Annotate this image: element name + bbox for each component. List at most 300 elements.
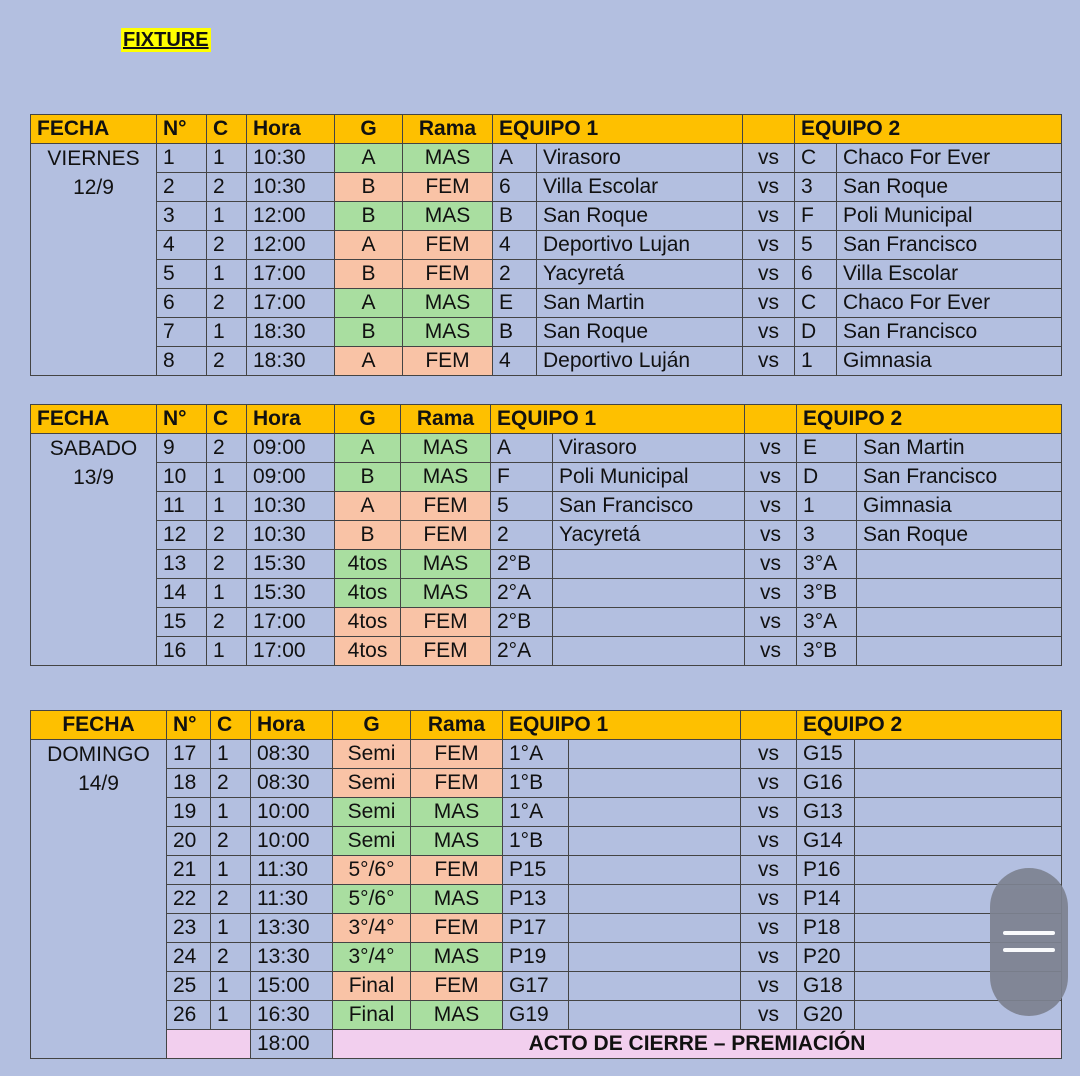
team2-code: 1	[797, 492, 857, 521]
court-number: 2	[207, 434, 247, 463]
team1-code: 2	[491, 521, 553, 550]
team1-code: F	[491, 463, 553, 492]
match-number: 16	[157, 637, 207, 666]
header-vs-blank	[745, 405, 797, 434]
team1-code: E	[493, 289, 537, 318]
match-row	[31, 318, 1062, 347]
team2-code: P20	[797, 943, 855, 972]
match-group: B	[335, 463, 401, 492]
header-hora: Hora	[247, 405, 335, 434]
match-time: 18:30	[247, 347, 335, 376]
match-group: 4tos	[335, 608, 401, 637]
vs-label: vs	[743, 144, 795, 173]
match-time: 12:00	[247, 231, 335, 260]
match-group: 4tos	[335, 637, 401, 666]
court-number: 2	[207, 550, 247, 579]
match-row	[31, 943, 1062, 972]
team2-code: 6	[795, 260, 837, 289]
match-branch: MAS	[411, 798, 503, 827]
header-fecha: FECHA	[31, 711, 167, 740]
header-num: N°	[157, 115, 207, 144]
vs-label: vs	[741, 914, 797, 943]
fecha-date: 12/9	[73, 176, 114, 199]
team2-code: G13	[797, 798, 855, 827]
team2-code: G15	[797, 740, 855, 769]
vs-label: vs	[741, 972, 797, 1001]
vs-label: vs	[745, 637, 797, 666]
header-equipo2: EQUIPO 2	[797, 711, 1062, 740]
vs-label: vs	[741, 769, 797, 798]
match-number: 2	[157, 173, 207, 202]
match-branch: FEM	[411, 914, 503, 943]
match-branch: MAS	[411, 885, 503, 914]
team2-code: F	[795, 202, 837, 231]
match-group: A	[335, 144, 403, 173]
team2-name	[855, 827, 1062, 856]
header-c: C	[211, 711, 251, 740]
team1-name: Villa Escolar	[537, 173, 743, 202]
match-row	[31, 740, 1062, 769]
match-row	[31, 769, 1062, 798]
match-row	[31, 637, 1062, 666]
match-branch: FEM	[403, 173, 493, 202]
court-number: 1	[207, 492, 247, 521]
match-branch: MAS	[401, 434, 491, 463]
match-time: 16:30	[251, 1001, 333, 1030]
vs-label: vs	[741, 798, 797, 827]
match-group: Final	[333, 972, 411, 1001]
match-time: 15:00	[251, 972, 333, 1001]
fecha-date: 13/9	[73, 466, 114, 489]
fixture-table-sabado	[30, 404, 1062, 666]
court-number: 2	[207, 289, 247, 318]
court-number: 1	[211, 856, 251, 885]
match-time: 15:30	[247, 579, 335, 608]
match-row	[31, 608, 1062, 637]
team2-code: P16	[797, 856, 855, 885]
team2-name: Chaco For Ever	[837, 289, 1062, 318]
team2-name: Gimnasia	[837, 347, 1062, 376]
team1-name	[569, 740, 741, 769]
match-branch: MAS	[403, 202, 493, 231]
match-time: 10:30	[247, 144, 335, 173]
closing-row	[31, 1030, 1062, 1059]
team1-code: A	[493, 144, 537, 173]
fecha-day: DOMINGO	[47, 743, 150, 766]
court-number: 2	[211, 769, 251, 798]
team2-name: Gimnasia	[857, 492, 1062, 521]
team2-code: G14	[797, 827, 855, 856]
header-rama: Rama	[401, 405, 491, 434]
team2-name: San Roque	[837, 173, 1062, 202]
header-row	[31, 115, 1062, 144]
match-number: 20	[167, 827, 211, 856]
court-number: 1	[207, 202, 247, 231]
fecha-cell	[31, 740, 167, 1059]
match-time: 09:00	[247, 434, 335, 463]
match-branch: FEM	[411, 856, 503, 885]
team1-name: Poli Municipal	[553, 463, 745, 492]
header-row	[31, 405, 1062, 434]
team1-code: 1°A	[503, 798, 569, 827]
match-time: 17:00	[247, 260, 335, 289]
team1-name	[569, 798, 741, 827]
match-number: 6	[157, 289, 207, 318]
match-time: 15:30	[247, 550, 335, 579]
header-rama: Rama	[411, 711, 503, 740]
match-row	[31, 856, 1062, 885]
court-number: 1	[207, 637, 247, 666]
team2-code: P18	[797, 914, 855, 943]
vs-label: vs	[745, 608, 797, 637]
vs-label: vs	[741, 740, 797, 769]
match-group: 4tos	[335, 579, 401, 608]
court-number: 2	[207, 521, 247, 550]
fixture-table-domingo	[30, 710, 1062, 1059]
match-group: 3°/4°	[333, 943, 411, 972]
closing-time: 18:00	[251, 1030, 333, 1059]
team1-name	[553, 550, 745, 579]
match-group: B	[335, 521, 401, 550]
match-branch: FEM	[411, 972, 503, 1001]
vs-label: vs	[745, 434, 797, 463]
vs-label: vs	[745, 521, 797, 550]
scroll-handle[interactable]	[990, 868, 1068, 1016]
team2-name: San Francisco	[857, 463, 1062, 492]
match-branch: MAS	[411, 943, 503, 972]
match-group: Semi	[333, 769, 411, 798]
match-group: Semi	[333, 827, 411, 856]
team1-code: P15	[503, 856, 569, 885]
match-row	[31, 202, 1062, 231]
team2-name: Villa Escolar	[837, 260, 1062, 289]
team2-name	[855, 769, 1062, 798]
team1-name	[569, 885, 741, 914]
team1-code: A	[491, 434, 553, 463]
match-group: A	[335, 434, 401, 463]
match-group: B	[335, 318, 403, 347]
header-rama: Rama	[403, 115, 493, 144]
team2-name	[857, 608, 1062, 637]
team1-code: B	[493, 202, 537, 231]
court-number: 1	[211, 972, 251, 1001]
team1-name: San Martin	[537, 289, 743, 318]
team1-name: San Francisco	[553, 492, 745, 521]
match-number: 9	[157, 434, 207, 463]
fecha-cell	[31, 144, 157, 376]
match-branch: MAS	[411, 827, 503, 856]
match-time: 10:30	[247, 173, 335, 202]
court-number: 1	[211, 740, 251, 769]
vs-label: vs	[741, 943, 797, 972]
match-branch: MAS	[411, 1001, 503, 1030]
header-g: G	[335, 405, 401, 434]
vs-label: vs	[745, 550, 797, 579]
fixture-table-viernes	[30, 114, 1062, 376]
match-group: Semi	[333, 798, 411, 827]
team1-name	[569, 1001, 741, 1030]
header-num: N°	[157, 405, 207, 434]
match-group: A	[335, 492, 401, 521]
match-group: 4tos	[335, 550, 401, 579]
match-branch: FEM	[401, 492, 491, 521]
match-row	[31, 827, 1062, 856]
vs-label: vs	[741, 856, 797, 885]
match-row	[31, 434, 1062, 463]
vs-label: vs	[741, 885, 797, 914]
team1-name	[569, 914, 741, 943]
vs-label: vs	[743, 318, 795, 347]
header-equipo1: EQUIPO 1	[493, 115, 743, 144]
team1-code: 2°A	[491, 637, 553, 666]
team2-code: 3°B	[797, 637, 857, 666]
vs-label: vs	[741, 1001, 797, 1030]
team2-name: Poli Municipal	[837, 202, 1062, 231]
match-group: 5°/6°	[333, 856, 411, 885]
team2-name: San Roque	[857, 521, 1062, 550]
team2-code: 1	[795, 347, 837, 376]
team2-name	[855, 740, 1062, 769]
team2-code: 3	[795, 173, 837, 202]
match-branch: FEM	[403, 347, 493, 376]
court-number: 1	[207, 579, 247, 608]
match-number: 25	[167, 972, 211, 1001]
team2-code: G18	[797, 972, 855, 1001]
team2-code: 3	[797, 521, 857, 550]
team1-code: 2°B	[491, 608, 553, 637]
match-number: 1	[157, 144, 207, 173]
match-number: 10	[157, 463, 207, 492]
court-number: 1	[211, 914, 251, 943]
header-fecha: FECHA	[31, 405, 157, 434]
fecha-cell	[31, 434, 157, 666]
team1-name	[569, 943, 741, 972]
match-row	[31, 885, 1062, 914]
team2-code: 3°A	[797, 608, 857, 637]
team2-name: San Francisco	[837, 231, 1062, 260]
match-time: 13:30	[251, 943, 333, 972]
match-time: 11:30	[251, 885, 333, 914]
team2-code: D	[795, 318, 837, 347]
match-group: B	[335, 173, 403, 202]
team1-code: P13	[503, 885, 569, 914]
match-number: 5	[157, 260, 207, 289]
match-group: B	[335, 260, 403, 289]
fecha-day: VIERNES	[47, 147, 140, 170]
team2-code: 3°A	[797, 550, 857, 579]
match-row	[31, 463, 1062, 492]
team1-name: Deportivo Lujan	[537, 231, 743, 260]
match-time: 08:30	[251, 740, 333, 769]
court-number: 1	[207, 463, 247, 492]
match-row	[31, 231, 1062, 260]
match-branch: FEM	[403, 260, 493, 289]
match-number: 17	[167, 740, 211, 769]
team1-code: 1°A	[503, 740, 569, 769]
match-row	[31, 289, 1062, 318]
match-branch: MAS	[403, 289, 493, 318]
team1-name	[569, 769, 741, 798]
team2-code: 5	[795, 231, 837, 260]
header-equipo1: EQUIPO 1	[491, 405, 745, 434]
match-time: 09:00	[247, 463, 335, 492]
match-group: B	[335, 202, 403, 231]
match-branch: FEM	[401, 608, 491, 637]
match-number: 18	[167, 769, 211, 798]
header-equipo1: EQUIPO 1	[503, 711, 741, 740]
fecha-day: SABADO	[49, 437, 138, 460]
match-number: 7	[157, 318, 207, 347]
court-number: 1	[207, 318, 247, 347]
match-branch: MAS	[403, 144, 493, 173]
team2-name	[857, 637, 1062, 666]
header-g: G	[335, 115, 403, 144]
match-number: 14	[157, 579, 207, 608]
match-number: 22	[167, 885, 211, 914]
team1-code: 1°B	[503, 827, 569, 856]
match-row	[31, 492, 1062, 521]
vs-label: vs	[743, 260, 795, 289]
page-title: FIXTURE	[123, 29, 209, 51]
match-number: 21	[167, 856, 211, 885]
team1-code: 2	[493, 260, 537, 289]
match-time: 17:00	[247, 289, 335, 318]
match-branch: FEM	[401, 637, 491, 666]
match-group: A	[335, 231, 403, 260]
match-branch: MAS	[401, 579, 491, 608]
match-branch: MAS	[401, 463, 491, 492]
team2-code: C	[795, 144, 837, 173]
match-row	[31, 579, 1062, 608]
match-time: 10:30	[247, 521, 335, 550]
court-number: 2	[211, 827, 251, 856]
match-branch: FEM	[403, 231, 493, 260]
court-number: 1	[211, 1001, 251, 1030]
team1-code: G17	[503, 972, 569, 1001]
closing-event: ACTO DE CIERRE – PREMIACIÓN	[333, 1030, 1062, 1059]
match-group: 5°/6°	[333, 885, 411, 914]
team2-code: E	[797, 434, 857, 463]
header-equipo2: EQUIPO 2	[795, 115, 1062, 144]
court-number: 1	[207, 260, 247, 289]
match-time: 17:00	[247, 608, 335, 637]
match-number: 23	[167, 914, 211, 943]
match-group: 3°/4°	[333, 914, 411, 943]
team2-code: P14	[797, 885, 855, 914]
header-num: N°	[167, 711, 211, 740]
closing-blank	[167, 1030, 251, 1059]
court-number: 2	[207, 347, 247, 376]
team1-code: 6	[493, 173, 537, 202]
match-number: 24	[167, 943, 211, 972]
team2-name	[855, 798, 1062, 827]
match-number: 12	[157, 521, 207, 550]
match-number: 15	[157, 608, 207, 637]
vs-label: vs	[743, 231, 795, 260]
vs-label: vs	[745, 463, 797, 492]
team2-code: C	[795, 289, 837, 318]
team2-name: San Francisco	[837, 318, 1062, 347]
match-time: 12:00	[247, 202, 335, 231]
match-number: 26	[167, 1001, 211, 1030]
team2-code: G20	[797, 1001, 855, 1030]
match-group: A	[335, 289, 403, 318]
team1-name	[569, 972, 741, 1001]
team1-name	[553, 579, 745, 608]
team1-name: San Roque	[537, 202, 743, 231]
header-vs-blank	[741, 711, 797, 740]
team1-name: Yacyretá	[553, 521, 745, 550]
match-row	[31, 144, 1062, 173]
vs-label: vs	[745, 579, 797, 608]
vs-label: vs	[743, 202, 795, 231]
team1-code: G19	[503, 1001, 569, 1030]
vs-label: vs	[745, 492, 797, 521]
match-number: 4	[157, 231, 207, 260]
team2-code: G16	[797, 769, 855, 798]
court-number: 1	[211, 798, 251, 827]
team2-name	[857, 579, 1062, 608]
team2-code: D	[797, 463, 857, 492]
vs-label: vs	[743, 347, 795, 376]
match-number: 3	[157, 202, 207, 231]
match-branch: FEM	[401, 521, 491, 550]
team1-code: 2°A	[491, 579, 553, 608]
vs-label: vs	[743, 289, 795, 318]
court-number: 2	[207, 608, 247, 637]
team1-name	[553, 608, 745, 637]
match-row	[31, 521, 1062, 550]
match-time: 18:30	[247, 318, 335, 347]
header-hora: Hora	[251, 711, 333, 740]
team1-code: 4	[493, 347, 537, 376]
match-row	[31, 260, 1062, 289]
team1-code: B	[493, 318, 537, 347]
match-time: 10:00	[251, 827, 333, 856]
header-g: G	[333, 711, 411, 740]
vs-label: vs	[741, 827, 797, 856]
match-row	[31, 347, 1062, 376]
header-hora: Hora	[247, 115, 335, 144]
court-number: 2	[211, 885, 251, 914]
court-number: 1	[207, 144, 247, 173]
team1-code: 2°B	[491, 550, 553, 579]
team2-name	[857, 550, 1062, 579]
match-time: 13:30	[251, 914, 333, 943]
team1-code: 1°B	[503, 769, 569, 798]
match-number: 11	[157, 492, 207, 521]
team1-code: P19	[503, 943, 569, 972]
team2-code: 3°B	[797, 579, 857, 608]
team1-name: San Roque	[537, 318, 743, 347]
header-c: C	[207, 405, 247, 434]
match-group: Final	[333, 1001, 411, 1030]
team1-code: 4	[493, 231, 537, 260]
match-time: 10:00	[251, 798, 333, 827]
match-row	[31, 798, 1062, 827]
match-group: A	[335, 347, 403, 376]
match-branch: FEM	[411, 740, 503, 769]
match-time: 10:30	[247, 492, 335, 521]
match-group: Semi	[333, 740, 411, 769]
team1-name	[569, 827, 741, 856]
court-number: 2	[207, 173, 247, 202]
match-time: 08:30	[251, 769, 333, 798]
match-number: 8	[157, 347, 207, 376]
match-row	[31, 972, 1062, 1001]
match-row	[31, 1001, 1062, 1030]
match-time: 11:30	[251, 856, 333, 885]
